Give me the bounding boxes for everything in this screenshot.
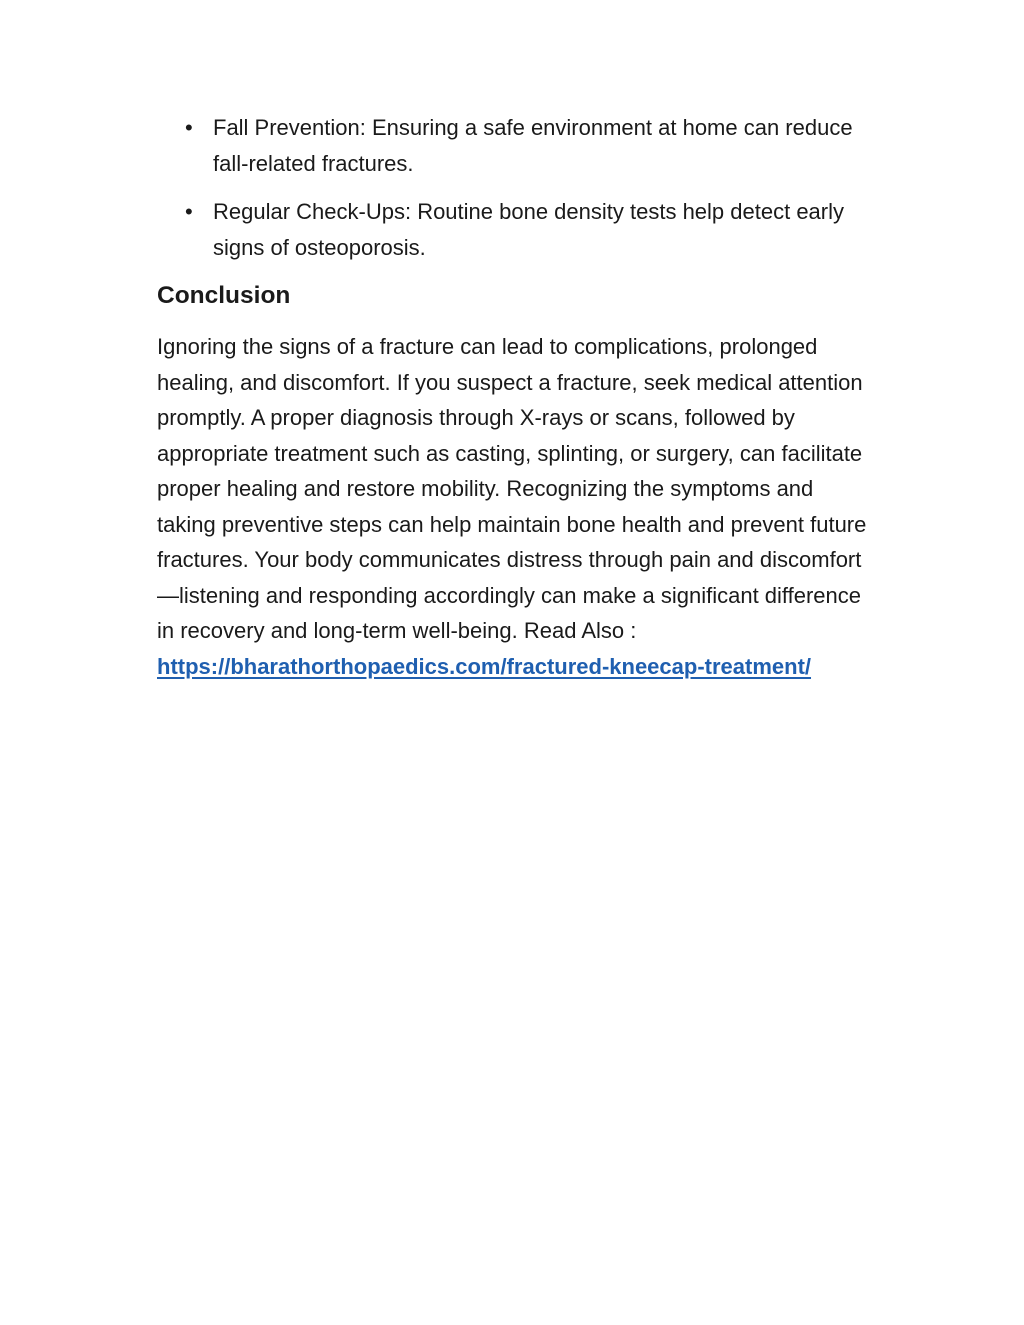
bullet-icon: • bbox=[185, 199, 193, 224]
document-page bbox=[157, 110, 877, 684]
read-also-link[interactable]: https://bharathorthopaedics.com/fractured-kneecap-treatment/ bbox=[157, 653, 812, 679]
bullet-text: Fall Prevention: Ensuring a safe environment at home can reduce fall-related fractures. bbox=[213, 115, 853, 176]
list-item-fall-prevention bbox=[157, 110, 877, 181]
conclusion-paragraph bbox=[157, 329, 877, 684]
list-item-regular-checkups bbox=[157, 194, 877, 265]
bullet-icon: • bbox=[185, 115, 193, 140]
conclusion-heading: Conclusion bbox=[157, 282, 291, 309]
bullet-text: Regular Check-Ups: Routine bone density tests help detect early signs of osteoporosis. bbox=[213, 199, 845, 260]
conclusion-body-text: Ignoring the signs of a fracture can lead to complications, prolonged healing, and discomfort. If you suspect a fracture, seek medical attention promptly. A proper diagnosis through X-rays or scans, followed by appropriate treatment such as casting, splinting, or surgery, can facilitate proper healing and restore mobility. Recognizing the symptoms and taking preventive steps can help maintain bone health and prevent future fractures. Your body communicates distress through pain and discomfort—listening and responding accordingly can make a significant difference in recovery and long-term well-being. Read Also : bbox=[157, 334, 867, 643]
prevention-bullet-list bbox=[157, 110, 877, 265]
